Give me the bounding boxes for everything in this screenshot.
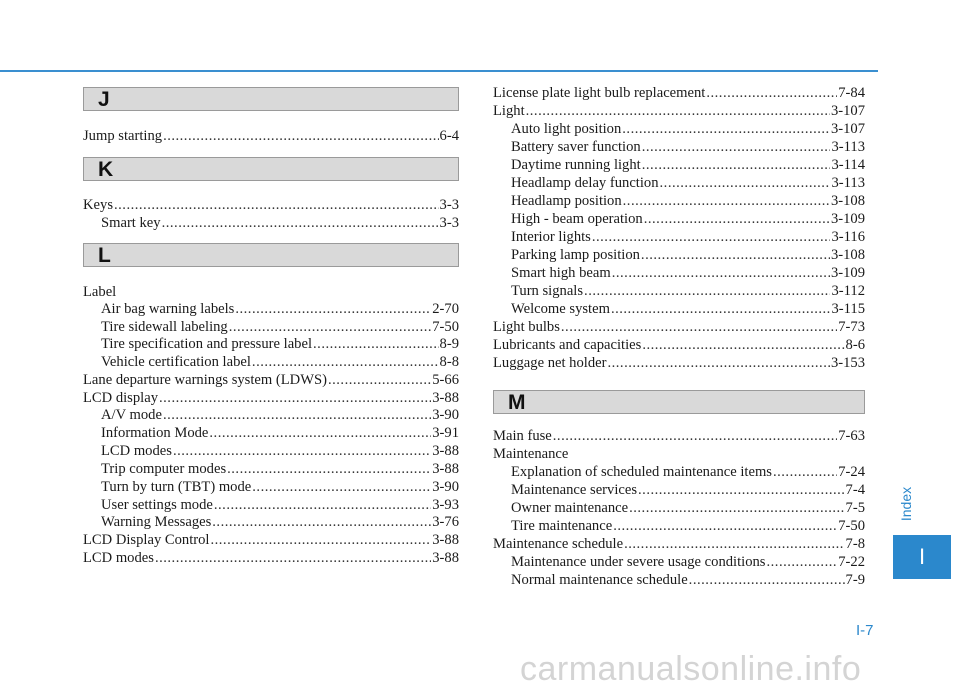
index-subentry[interactable] [493, 481, 865, 499]
entry-page: 8-9 [439, 336, 459, 352]
dot-leader [638, 481, 845, 499]
dot-leader [159, 389, 431, 407]
dot-leader [611, 300, 831, 318]
index-subentry[interactable] [83, 335, 459, 353]
entry-page: 3-107 [830, 121, 865, 137]
index-subentry[interactable] [83, 318, 459, 336]
entry-page: 7-50 [432, 319, 459, 335]
entry-label: Battery saver function [511, 139, 641, 155]
dot-leader [155, 549, 431, 567]
dot-leader [212, 513, 431, 531]
index-entry[interactable] [493, 102, 865, 120]
entry-label: Trip computer modes [101, 461, 227, 477]
dot-leader [773, 463, 837, 481]
entry-label: Maintenance services [511, 482, 638, 498]
entry-page: 7-84 [838, 85, 865, 101]
index-subentry[interactable] [83, 442, 459, 460]
entry-label: Explanation of scheduled maintenance items [511, 464, 772, 480]
dot-leader [229, 318, 432, 336]
index-entry-heading [83, 283, 459, 301]
entry-label: Interior lights [511, 229, 591, 245]
index-subentry[interactable] [493, 499, 865, 517]
index-entry[interactable] [83, 389, 459, 407]
entry-label: Light [493, 103, 525, 119]
entry-label: Air bag warning labels [101, 301, 235, 317]
dot-leader [209, 424, 431, 442]
index-subentry[interactable] [83, 214, 459, 232]
entry-page: 3-112 [831, 283, 865, 299]
entry-label: Lubricants and capacities [493, 337, 642, 353]
dot-leader [210, 531, 431, 549]
entry-page: 3-115 [831, 301, 865, 317]
entry-page: 7-9 [845, 572, 865, 588]
index-entry[interactable] [83, 127, 459, 145]
section-header-m [493, 390, 865, 414]
index-entry[interactable] [493, 427, 865, 445]
entry-page: 3-88 [432, 390, 459, 406]
entry-page: 3-108 [830, 247, 865, 263]
entry-label: A/V mode [101, 407, 162, 423]
dot-leader [162, 214, 439, 232]
entry-label: Lane departure warnings system (LDWS) [83, 372, 327, 388]
entry-page: 3-93 [432, 497, 459, 513]
entry-label: LCD Display Control [83, 532, 210, 548]
entry-page: 3-88 [432, 461, 459, 477]
header-rule [0, 70, 878, 72]
dot-leader [689, 571, 845, 589]
index-subentry[interactable] [493, 174, 865, 192]
entry-page: 2-70 [432, 301, 459, 317]
index-entry[interactable] [83, 531, 459, 549]
dot-leader [641, 246, 830, 264]
index-subentry[interactable] [83, 496, 459, 514]
entry-label: Tire sidewall labeling [101, 319, 228, 335]
entry-page: 6-4 [439, 128, 459, 144]
dot-leader [607, 354, 829, 372]
entry-page: 3-153 [830, 355, 865, 371]
index-subentry[interactable] [493, 192, 865, 210]
entry-page: 3-107 [830, 103, 865, 119]
dot-leader [624, 535, 844, 553]
entry-label: Keys [83, 197, 113, 213]
entry-label: Parking lamp position [511, 247, 640, 263]
entry-label: Maintenance schedule [493, 536, 624, 552]
section-letter: L [98, 244, 111, 267]
index-subentry[interactable] [83, 460, 459, 478]
dot-leader [163, 406, 431, 424]
dot-leader [706, 84, 837, 102]
entry-page: 3-90 [432, 479, 459, 495]
entry-label: LCD display [83, 390, 158, 406]
entry-label: Tire specification and pressure label [101, 336, 313, 352]
entry-label: Vehicle certification label [101, 354, 251, 370]
dot-leader [584, 282, 830, 300]
entry-label: Headlamp delay function [511, 175, 659, 191]
index-letter-tab[interactable] [893, 535, 951, 579]
entry-page: 3-88 [432, 550, 459, 566]
dot-leader [114, 196, 439, 214]
entry-page: 3-3 [439, 215, 459, 231]
entry-page: 3-91 [432, 425, 459, 441]
entry-page: 5-66 [432, 372, 459, 388]
index-subentry[interactable] [493, 228, 865, 246]
entry-label: Normal maintenance schedule [511, 572, 688, 588]
dot-leader [660, 174, 831, 192]
entry-label: Light bulbs [493, 319, 560, 335]
entry-page: 3-3 [439, 197, 459, 213]
index-subentry[interactable] [493, 571, 865, 589]
section-letter: K [98, 158, 114, 181]
dot-leader [613, 517, 837, 535]
entry-label: Information Mode [101, 425, 209, 441]
entry-page: 3-114 [831, 157, 865, 173]
index-entry[interactable] [493, 354, 865, 372]
dot-leader [629, 499, 844, 517]
index-subentry[interactable] [493, 120, 865, 138]
index-entry[interactable] [493, 336, 865, 354]
dot-leader [623, 192, 830, 210]
entry-page: 7-50 [838, 518, 865, 534]
entry-label: Turn signals [511, 283, 584, 299]
side-tab-label: Index [898, 486, 914, 522]
entry-label: Main fuse [493, 428, 552, 444]
entry-label: LCD modes [101, 443, 172, 459]
entry-page: 8-6 [845, 337, 865, 353]
index-letter: I [918, 544, 926, 569]
dot-leader [622, 120, 830, 138]
dot-leader [642, 156, 831, 174]
dot-leader [642, 138, 831, 156]
entry-label: Headlamp position [511, 193, 622, 209]
section-letter: M [508, 391, 526, 414]
dot-leader [252, 353, 439, 371]
dot-leader [767, 553, 838, 571]
entry-page: 3-88 [432, 443, 459, 459]
entry-label: Auto light position [511, 121, 622, 137]
index-subentry[interactable] [493, 517, 865, 535]
entry-label: High - beam operation [511, 211, 643, 227]
index-entry[interactable] [493, 535, 865, 553]
entry-page: 3-116 [831, 229, 865, 245]
dot-leader [214, 496, 431, 514]
entry-label: License plate light bulb replacement [493, 85, 706, 101]
dot-leader [227, 460, 431, 478]
index-subentry[interactable] [83, 353, 459, 371]
index-subentry[interactable] [493, 138, 865, 156]
index-subentry[interactable] [493, 156, 865, 174]
entry-label: Warning Messages [101, 514, 212, 530]
entry-page: 7-73 [838, 319, 865, 335]
entry-page: 3-90 [432, 407, 459, 423]
index-subentry[interactable] [493, 300, 865, 318]
dot-leader [561, 318, 837, 336]
entry-label: Welcome system [511, 301, 610, 317]
dot-leader [644, 210, 830, 228]
index-entry[interactable] [83, 196, 459, 214]
entry-page: 7-24 [838, 464, 865, 480]
index-subentry[interactable] [493, 264, 865, 282]
index-entry-heading [493, 445, 865, 463]
entry-label: Maintenance under severe usage conditions [511, 554, 766, 570]
dot-leader [252, 478, 431, 496]
entry-label: User settings mode [101, 497, 213, 513]
index-entry[interactable] [83, 371, 459, 389]
index-entry[interactable] [83, 549, 459, 567]
dot-leader [313, 335, 439, 353]
entry-page: 3-88 [432, 532, 459, 548]
entry-page: 3-108 [830, 193, 865, 209]
entry-label: Daytime running light [511, 157, 641, 173]
entry-label: Maintenance [493, 446, 569, 462]
entry-page: 8-8 [439, 354, 459, 370]
dot-leader [592, 228, 831, 246]
dot-leader [526, 102, 830, 120]
entry-label: Turn by turn (TBT) mode [101, 479, 252, 495]
entry-page: 7-4 [845, 482, 865, 498]
entry-page: 7-63 [838, 428, 865, 444]
entry-label: Label [83, 284, 117, 300]
index-subentry[interactable] [83, 406, 459, 424]
dot-leader [328, 371, 431, 389]
index-subentry[interactable] [83, 424, 459, 442]
entry-page: 3-76 [432, 514, 459, 530]
index-subentry[interactable] [83, 300, 459, 318]
entry-page: 3-109 [830, 211, 865, 227]
index-subentry[interactable] [493, 210, 865, 228]
watermark: carmanualsonline.info [520, 650, 862, 688]
entry-label: Jump starting [83, 128, 163, 144]
section-letter: J [98, 88, 110, 111]
index-subentry[interactable] [493, 246, 865, 264]
entry-label: Tire maintenance [511, 518, 613, 534]
dot-leader [235, 300, 431, 318]
entry-label: LCD modes [83, 550, 154, 566]
index-subentry[interactable] [83, 513, 459, 531]
entry-page: 7-22 [838, 554, 865, 570]
section-header-k [83, 157, 459, 181]
index-subentry[interactable] [493, 553, 865, 571]
dot-leader [163, 127, 438, 145]
entry-page: 3-113 [831, 175, 865, 191]
entry-label: Smart key [101, 215, 161, 231]
index-subentry[interactable] [493, 282, 865, 300]
section-header-l [83, 243, 459, 267]
entry-label: Owner maintenance [511, 500, 629, 516]
index-entry[interactable] [493, 318, 865, 336]
entry-page: 7-8 [845, 536, 865, 552]
index-subentry[interactable] [493, 463, 865, 481]
entry-page: 3-113 [831, 139, 865, 155]
index-entry[interactable] [493, 84, 865, 102]
page-number: I-7 [856, 622, 874, 639]
entry-label: Smart high beam [511, 265, 611, 281]
index-subentry[interactable] [83, 478, 459, 496]
dot-leader [612, 264, 830, 282]
dot-leader [642, 336, 844, 354]
entry-page: 3-109 [830, 265, 865, 281]
dot-leader [173, 442, 431, 460]
dot-leader [553, 427, 837, 445]
section-header-j [83, 87, 459, 111]
entry-label: Luggage net holder [493, 355, 607, 371]
entry-page: 7-5 [845, 500, 865, 516]
